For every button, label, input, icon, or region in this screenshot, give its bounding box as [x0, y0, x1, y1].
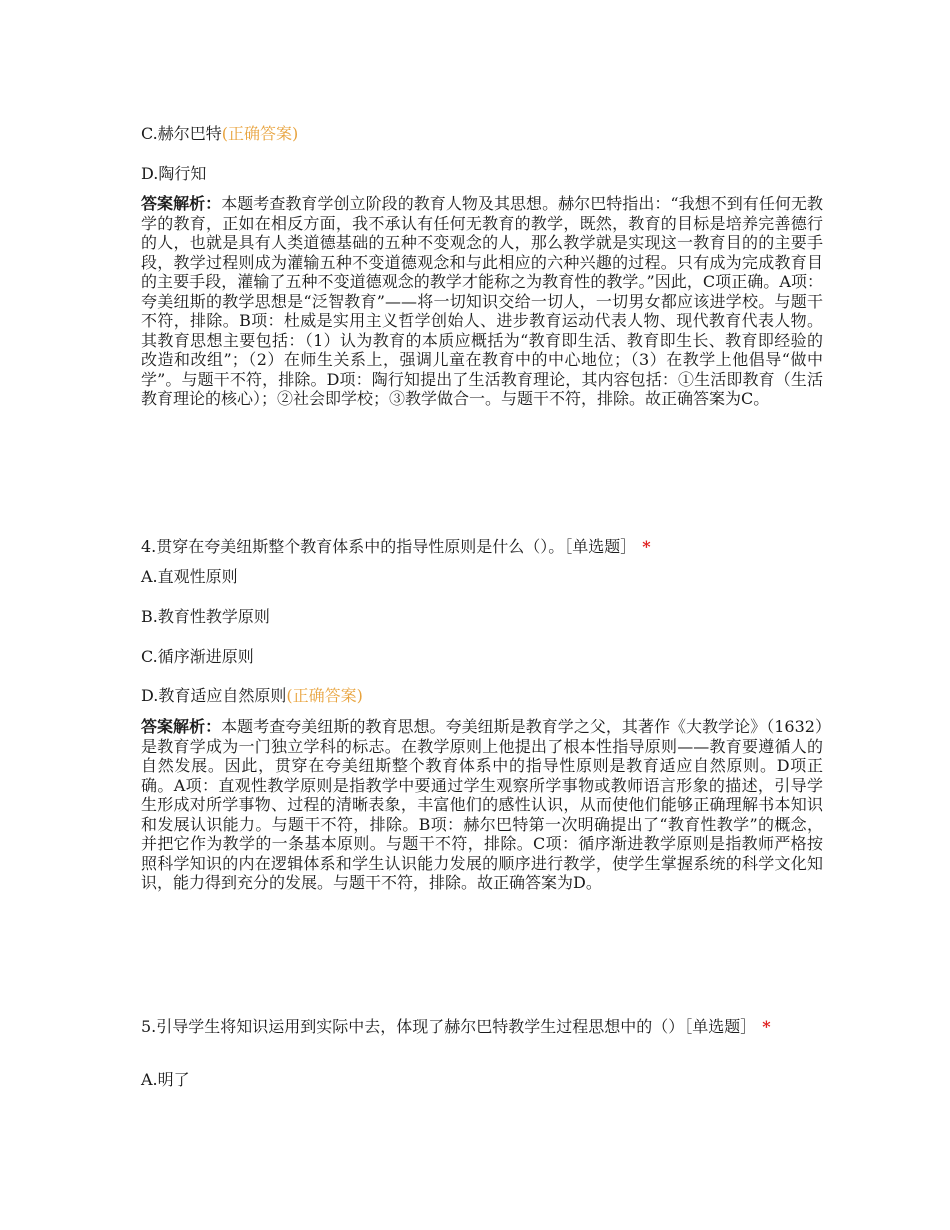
q4-option-b[interactable]	[141, 607, 270, 627]
required-asterisk: *	[642, 537, 651, 556]
correct-answer-tag: (正确答案)	[221, 124, 299, 143]
option-text: C.赫尔巴特	[141, 124, 222, 143]
q3-answer-analysis	[141, 194, 823, 409]
q4-answer-analysis	[141, 717, 823, 893]
option-text: A.明了	[141, 1070, 190, 1089]
q4-option-d[interactable]	[141, 686, 363, 706]
q4-option-a[interactable]	[141, 567, 238, 587]
q3-option-c[interactable]	[141, 124, 298, 144]
analysis-label: 答案解析：	[141, 194, 222, 213]
analysis-label: 答案解析：	[141, 717, 222, 736]
option-text: D.教育适应自然原则	[141, 686, 287, 705]
option-text: D.陶行知	[141, 164, 207, 183]
question-text: 4.贯穿在夸美纽斯整个教育体系中的指导性原则是什么（）。［单选题］	[141, 537, 637, 556]
q5-option-a[interactable]	[141, 1070, 190, 1090]
q5-stem	[141, 1016, 811, 1038]
analysis-text: 本题考查教育学创立阶段的教育人物及其思想。赫尔巴特指出：“我想不到有任何无教学的教育，正如在相反方面，我不承认有任何无教育的教学，既然，教育的目标是培养完善德行的人，也就是具有人类道德基础的五种不变观念的人，那么教学就是实现这一教育目的的主要手段，教学过程则成为灌输五种不变道德观念和与此相应的六种兴趣的过程。只有成为完成教育目的主要手段，灌输了五种不变道德观念的教学才能称之为教育性的教学。”因此，C项正确。A项：夸美纽斯的教学思想是“泛智教育”——将一切知识交给一切人，一切男女都应该进学校。与题干不符，排除。B项：杜威是实用主义哲学创始人、进步教育运动代表人物、现代教育代表人物。其教育思想主要包括：（1）认为教育的本质应概括为“教育即生活、教育即生长、教育即经验的改造和改组”；（2）在师生关系上，强调儿童在教育中的中心地位；（3）在教学上他倡导“做中学”。与题干不符，排除。D项：陶行知提出了生活教育理论，其内容包括：①生活即教育（生活教育理论的核心）；②社会即学校；③教学做合一。与题干不符，排除。故正确答案为C。	[141, 194, 823, 408]
required-asterisk: *	[762, 1017, 771, 1036]
option-text: A.直观性原则	[141, 567, 238, 586]
correct-answer-tag: (正确答案)	[286, 686, 363, 705]
q3-option-d[interactable]	[141, 164, 206, 184]
question-text: 5.引导学生将知识运用到实际中去，体现了赫尔巴特教学生过程思想中的（）［单选题］	[141, 1017, 757, 1036]
q4-option-c[interactable]	[141, 647, 254, 667]
analysis-text: 本题考查夸美纽斯的教育思想。夸美纽斯是教育学之父，其著作《大教学论》（1632）是教育学成为一门独立学科的标志。在教学原则上他提出了根本性指导原则——教育要遵循人的自然发展。因此，贯穿在夸美纽斯整个教育体系中的指导性原则是教育适应自然原则。D项正确。A项：直观性教学原则是指教学中要通过学生观察所学事物或教师语言形象的描述，引导学生形成对所学事物、过程的清晰表象，丰富他们的感性认识，从而使他们能够正确理解书本知识和发展认识能力。与题干不符，排除。B项：赫尔巴特第一次明确提出了“教育性教学”的概念，并把它作为教学的一条基本原则。与题干不符，排除。C项：循序渐进教学原则是指教师严格按照科学知识的内在逻辑体系和学生认识能力发展的顺序进行教学，使学生掌握系统的科学文化知识，能力得到充分的发展。与题干不符，排除。故正确答案为D。	[141, 717, 823, 892]
option-text: B.教育性教学原则	[141, 607, 270, 626]
q4-stem	[141, 536, 811, 558]
option-text: C.循序渐进原则	[141, 647, 254, 666]
